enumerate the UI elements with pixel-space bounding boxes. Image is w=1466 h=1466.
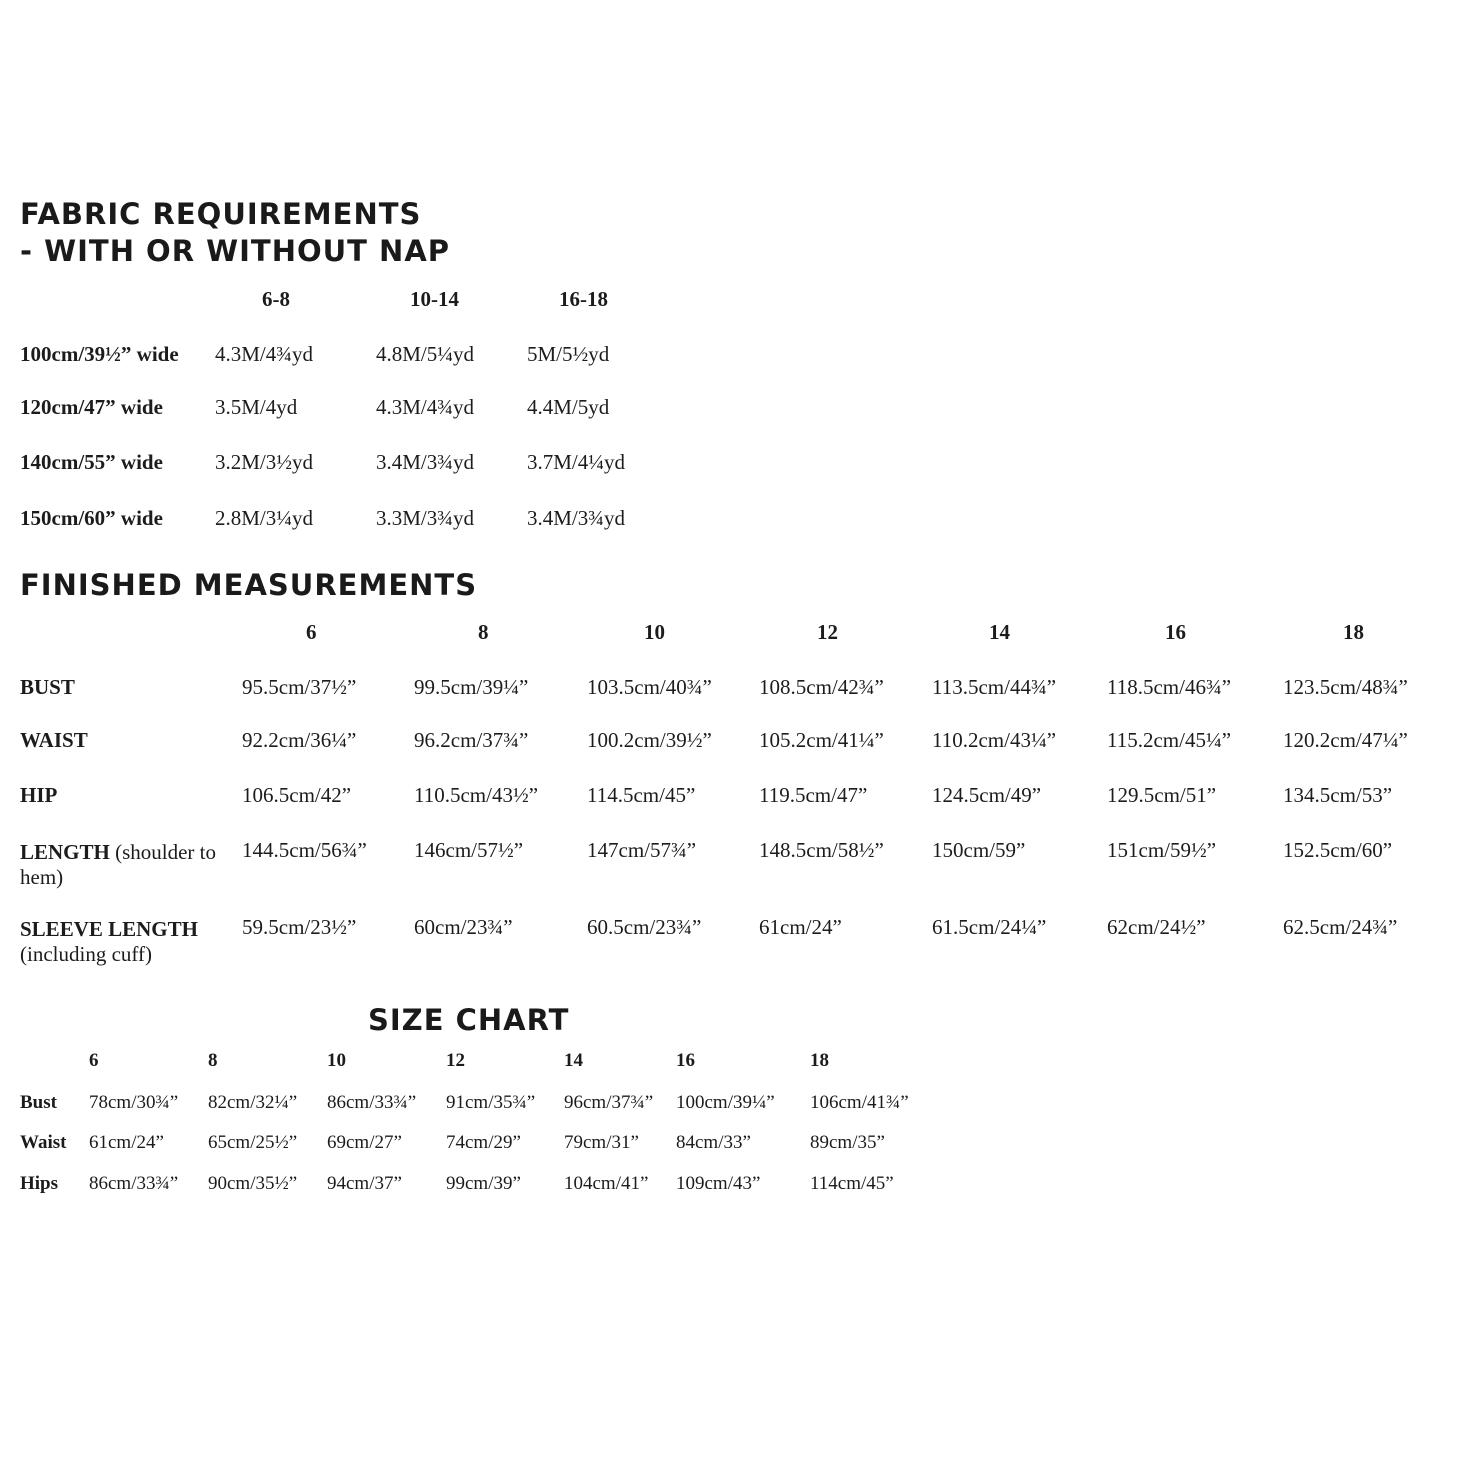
size-chart-size-header: 14 bbox=[564, 1050, 583, 1071]
size-chart-cell: 78cm/30¾” bbox=[89, 1092, 179, 1113]
finished-cell: 60.5cm/23¾” bbox=[587, 915, 702, 939]
size-chart-cell: 99cm/39” bbox=[446, 1173, 521, 1194]
finished-row-label bbox=[20, 840, 220, 890]
fabric-cell: 4.3M/4¾yd bbox=[376, 395, 475, 419]
size-chart-size-header: 12 bbox=[446, 1050, 465, 1071]
finished-cell: 129.5cm/51” bbox=[1107, 783, 1217, 807]
finished-cell: 103.5cm/40¾” bbox=[587, 675, 712, 699]
size-chart-row-label: Waist bbox=[20, 1132, 67, 1153]
finished-row-label: WAIST bbox=[20, 728, 88, 752]
fabric-cell: 4.4M/5yd bbox=[527, 395, 610, 419]
fabric-row-label: 150cm/60” wide bbox=[20, 506, 163, 530]
fabric-cell: 3.4M/3¾yd bbox=[376, 450, 475, 474]
finished-cell: 120.2cm/47¼” bbox=[1283, 728, 1408, 752]
finished-cell: 62cm/24½” bbox=[1107, 915, 1206, 939]
finished-cell: 95.5cm/37½” bbox=[242, 675, 357, 699]
size-chart-cell: 84cm/33” bbox=[676, 1132, 751, 1153]
finished-cell: 92.2cm/36¼” bbox=[242, 728, 357, 752]
finished-cell: 61cm/24” bbox=[759, 915, 842, 939]
size-chart-cell: 82cm/32¼” bbox=[208, 1092, 298, 1113]
finished-row-label-sub: (shoulder to hem) bbox=[20, 840, 217, 890]
size-chart-size-header: 16 bbox=[676, 1050, 695, 1071]
size-chart-cell: 106cm/41¾” bbox=[810, 1092, 909, 1113]
fabric-size-header: 16-18 bbox=[559, 287, 608, 311]
size-chart-cell: 79cm/31” bbox=[564, 1132, 639, 1153]
fabric-row-label: 140cm/55” wide bbox=[20, 450, 163, 474]
finished-size-header: 8 bbox=[478, 620, 489, 644]
size-chart-size-header: 18 bbox=[810, 1050, 829, 1071]
finished-cell: 119.5cm/47” bbox=[759, 783, 868, 807]
finished-cell: 152.5cm/60” bbox=[1283, 838, 1393, 862]
finished-cell: 115.2cm/45¼” bbox=[1107, 728, 1232, 752]
size-chart-cell: 114cm/45” bbox=[810, 1173, 894, 1194]
size-chart-cell: 104cm/41” bbox=[564, 1173, 649, 1194]
finished-size-header: 6 bbox=[306, 620, 317, 644]
finished-size-header: 16 bbox=[1165, 620, 1186, 644]
size-chart-cell: 96cm/37¾” bbox=[564, 1092, 654, 1113]
size-chart-cell: 90cm/35½” bbox=[208, 1173, 298, 1194]
finished-cell: 124.5cm/49” bbox=[932, 783, 1042, 807]
finished-row-label bbox=[20, 917, 225, 967]
finished-cell: 62.5cm/24¾” bbox=[1283, 915, 1398, 939]
finished-cell: 144.5cm/56¾” bbox=[242, 838, 367, 862]
size-chart-cell: 94cm/37” bbox=[327, 1173, 402, 1194]
size-chart-cell: 61cm/24” bbox=[89, 1132, 164, 1153]
finished-cell: 147cm/57¾” bbox=[587, 838, 697, 862]
finished-cell: 106.5cm/42” bbox=[242, 783, 352, 807]
fabric-cell: 3.3M/3¾yd bbox=[376, 506, 475, 530]
finished-cell: 108.5cm/42¾” bbox=[759, 675, 884, 699]
size-chart-cell: 100cm/39¼” bbox=[676, 1092, 775, 1113]
size-chart-cell: 91cm/35¾” bbox=[446, 1092, 536, 1113]
fabric-cell: 3.4M/3¾yd bbox=[527, 506, 626, 530]
fabric-cell: 3.2M/3½yd bbox=[215, 450, 314, 474]
size-chart-row-label: Hips bbox=[20, 1173, 59, 1194]
size-chart-cell: 109cm/43” bbox=[676, 1173, 761, 1194]
finished-row-label-main: LENGTH bbox=[20, 840, 110, 864]
fabric-size-header: 10-14 bbox=[410, 287, 459, 311]
finished-row-label-main: SLEEVE LENGTH bbox=[20, 917, 198, 941]
finished-cell: 59.5cm/23½” bbox=[242, 915, 357, 939]
fabric-title bbox=[20, 196, 450, 270]
finished-cell: 105.2cm/41¼” bbox=[759, 728, 884, 752]
fabric-cell: 4.8M/5¼yd bbox=[376, 342, 475, 366]
fabric-title-line2: - WITH OR WITHOUT NAP bbox=[20, 234, 451, 268]
size-chart-cell: 86cm/33¾” bbox=[327, 1092, 417, 1113]
size-chart-cell: 86cm/33¾” bbox=[89, 1173, 179, 1194]
size-chart-cell: 89cm/35” bbox=[810, 1132, 885, 1153]
finished-row-label: BUST bbox=[20, 675, 75, 699]
fabric-cell: 3.5M/4yd bbox=[215, 395, 298, 419]
finished-cell: 110.5cm/43½” bbox=[414, 783, 539, 807]
finished-cell: 150cm/59” bbox=[932, 838, 1026, 862]
fabric-title-line1: FABRIC REQUIREMENTS bbox=[20, 197, 422, 231]
finished-cell: 96.2cm/37¾” bbox=[414, 728, 529, 752]
finished-size-header: 14 bbox=[989, 620, 1010, 644]
size-chart-cell: 65cm/25½” bbox=[208, 1132, 298, 1153]
finished-row-label: HIP bbox=[20, 783, 58, 807]
finished-cell: 151cm/59½” bbox=[1107, 838, 1217, 862]
size-chart-size-header: 6 bbox=[89, 1050, 99, 1071]
finished-size-header: 18 bbox=[1343, 620, 1364, 644]
finished-cell: 134.5cm/53” bbox=[1283, 783, 1393, 807]
fabric-row-label: 100cm/39½” wide bbox=[20, 342, 179, 366]
fabric-cell: 3.7M/4¼yd bbox=[527, 450, 626, 474]
finished-cell: 114.5cm/45” bbox=[587, 783, 696, 807]
finished-cell: 99.5cm/39¼” bbox=[414, 675, 529, 699]
size-chart-row-label: Bust bbox=[20, 1092, 57, 1113]
finished-cell: 148.5cm/58½” bbox=[759, 838, 884, 862]
finished-title: FINISHED MEASUREMENTS bbox=[20, 568, 478, 602]
finished-cell: 146cm/57½” bbox=[414, 838, 524, 862]
fabric-size-header: 6-8 bbox=[262, 287, 290, 311]
fabric-row-label: 120cm/47” wide bbox=[20, 395, 163, 419]
size-chart-cell: 74cm/29” bbox=[446, 1132, 521, 1153]
fabric-cell: 4.3M/4¾yd bbox=[215, 342, 314, 366]
finished-size-header: 10 bbox=[644, 620, 665, 644]
finished-cell: 61.5cm/24¼” bbox=[932, 915, 1047, 939]
size-chart-size-header: 10 bbox=[327, 1050, 346, 1071]
finished-cell: 113.5cm/44¾” bbox=[932, 675, 1057, 699]
finished-cell: 60cm/23¾” bbox=[414, 915, 513, 939]
finished-cell: 123.5cm/48¾” bbox=[1283, 675, 1408, 699]
fabric-cell: 5M/5½yd bbox=[527, 342, 610, 366]
size-chart-cell: 69cm/27” bbox=[327, 1132, 402, 1153]
finished-cell: 118.5cm/46¾” bbox=[1107, 675, 1232, 699]
finished-size-header: 12 bbox=[817, 620, 838, 644]
fabric-cell: 2.8M/3¼yd bbox=[215, 506, 314, 530]
size-chart-size-header: 8 bbox=[208, 1050, 218, 1071]
finished-cell: 100.2cm/39½” bbox=[587, 728, 712, 752]
finished-row-label-sub: (including cuff) bbox=[20, 942, 152, 967]
finished-cell: 110.2cm/43¼” bbox=[932, 728, 1057, 752]
size-chart-title: SIZE CHART bbox=[368, 1003, 570, 1037]
